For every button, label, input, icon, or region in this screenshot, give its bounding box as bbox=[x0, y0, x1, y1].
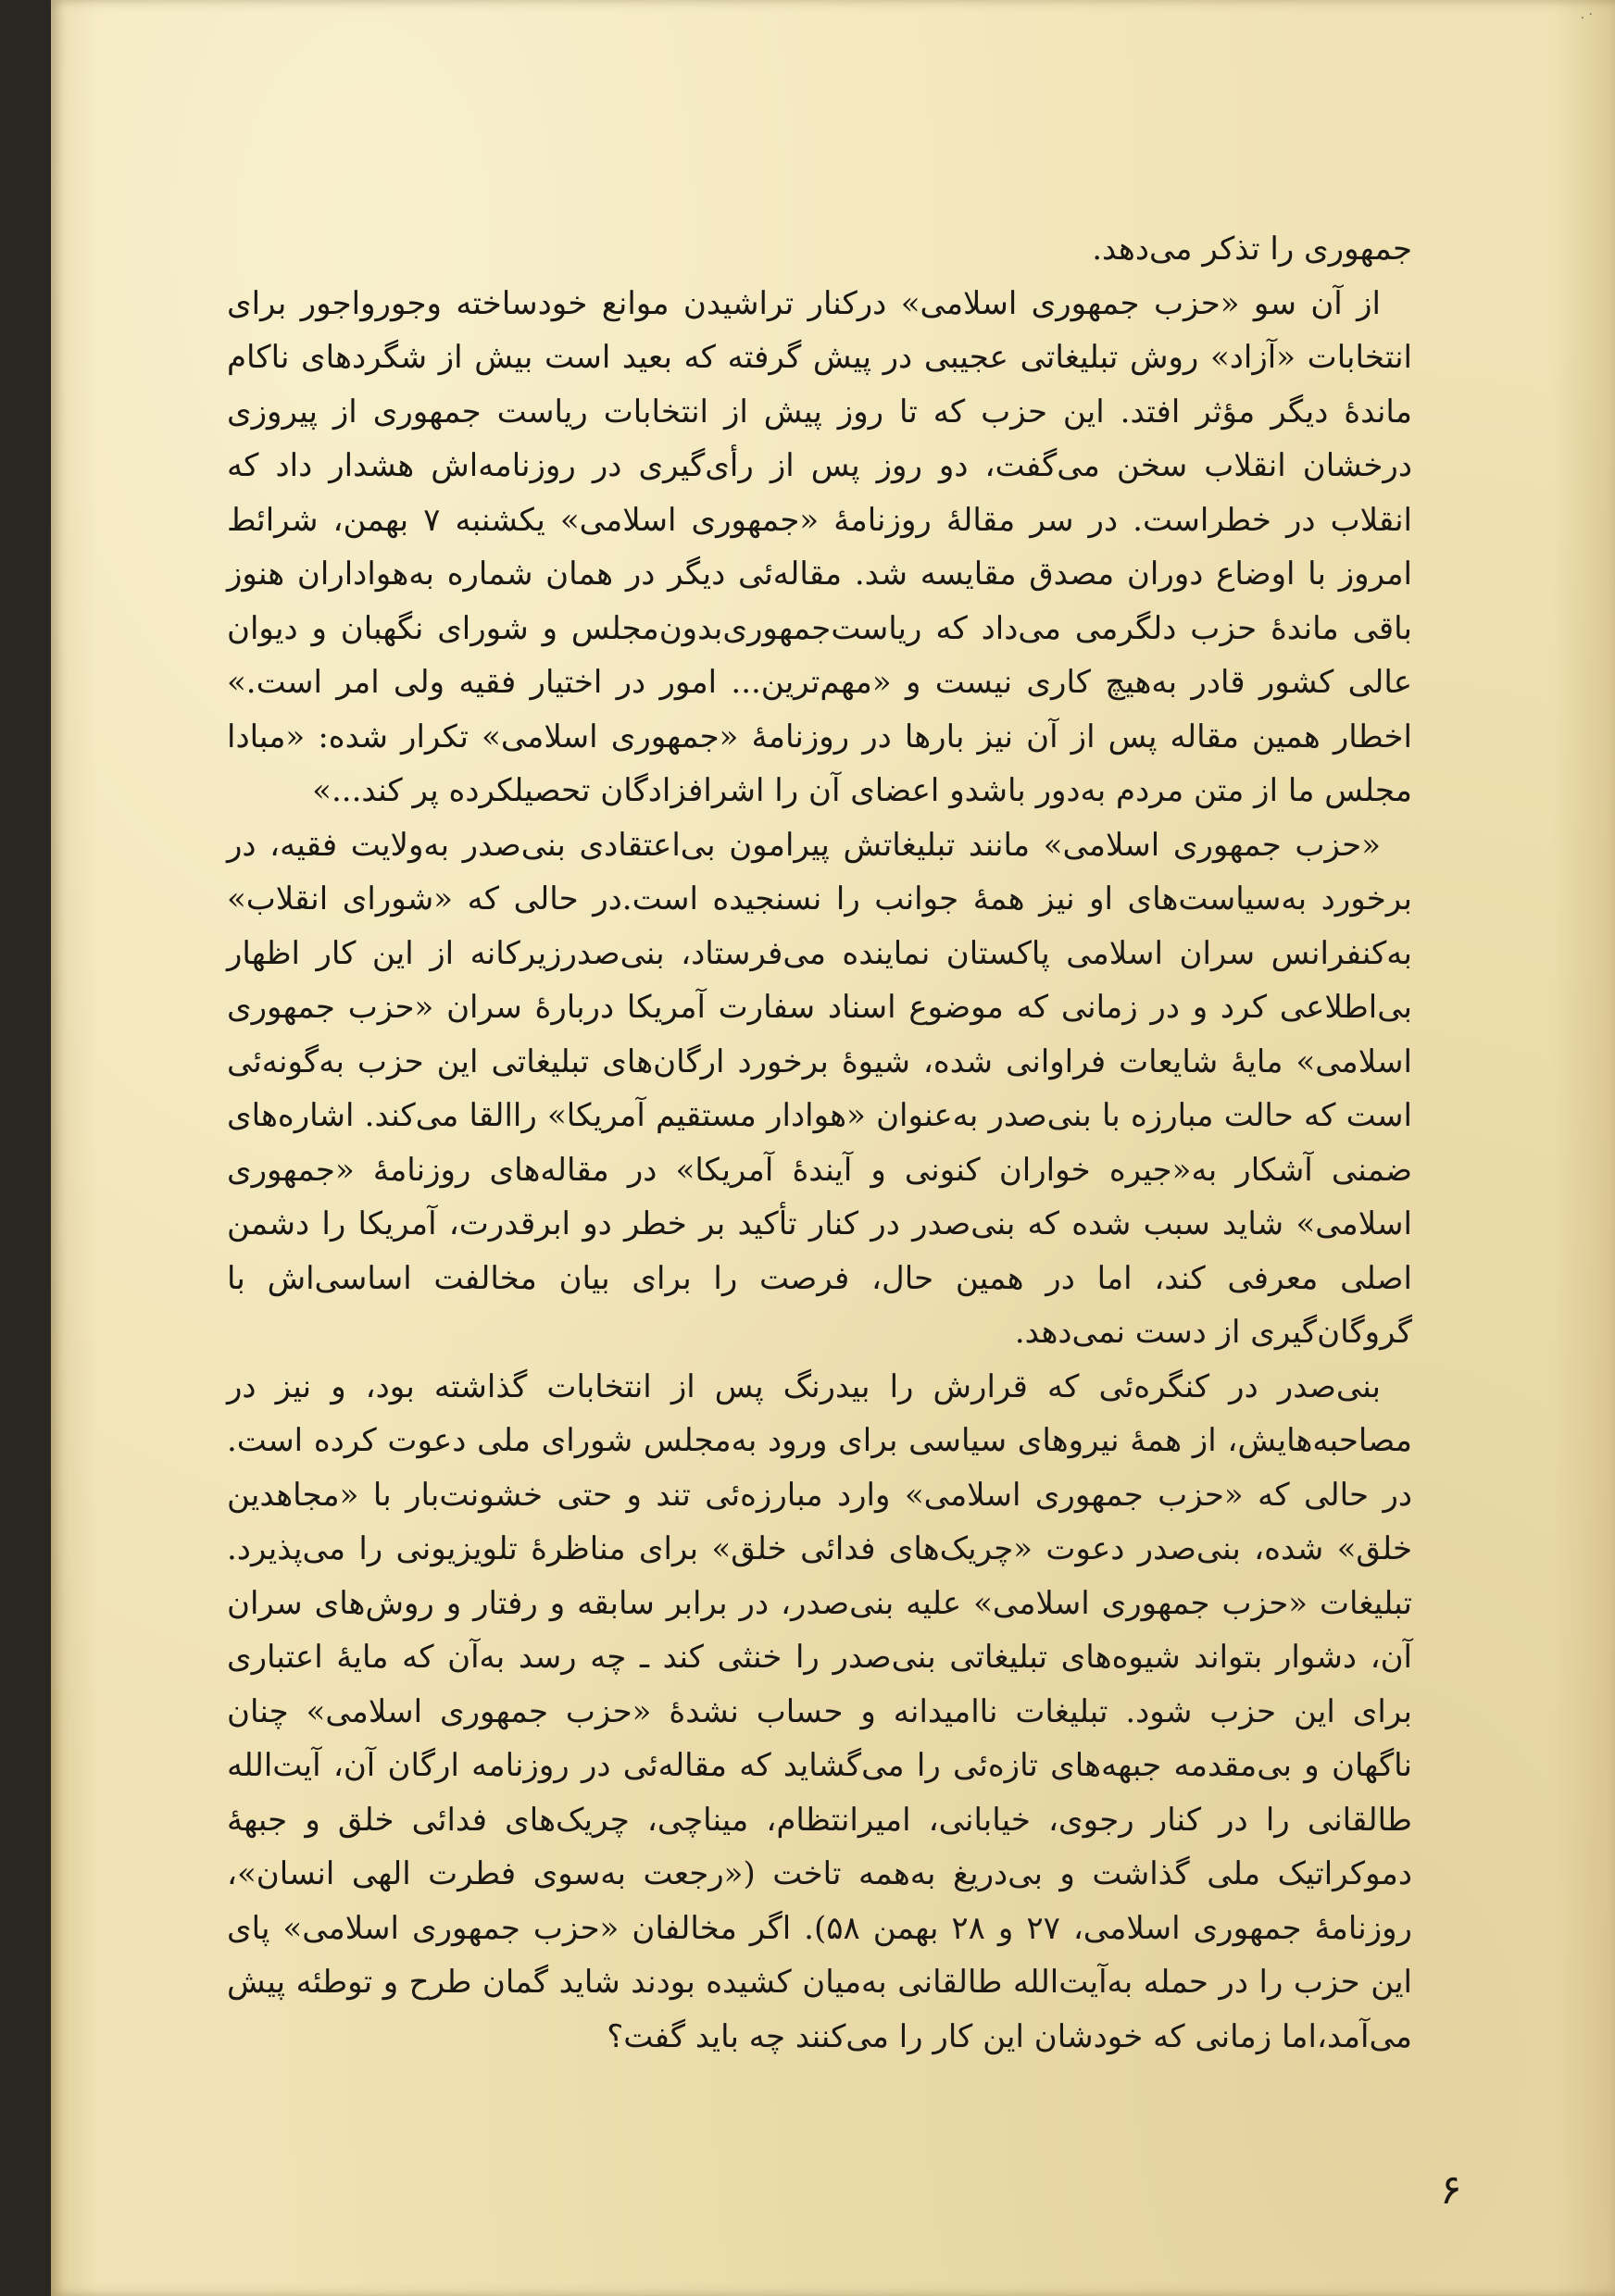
paragraph-3: «حزب جمهوری اسلامی» مانند تبلیغاتش پیرامون بی‌اعتقادی بنی‌صدر به‌ولایت فقیه، در برخورد به‌سیاست‌های او نیز همهٔ جوانب را نسنجیده است.در حالی که «شورای انقلاب» به‌کنفرانس سران اسلامی پاکستان نماینده می‌فرستاد، بنی‌صدرزیرکانه از این کار اظهار بی‌اطلاعی کرد و در زمانی که موضوع اسناد سفارت آمریکا دربارهٔ سران «حزب جمهوری اسلامی» مایهٔ شایعات فراوانی شده، شیوهٔ برخورد ارگان‌های تبلیغاتی این حزب به‌گونه‌ئی است که حالت مبارزه با بنی‌صدر به‌عنوان «هوادار مستقیم آمریکا» راالقا می‌کند. اشاره‌های ضمنی آشکار به«جیره خواران کنونی و آیندهٔ آمریکا» در مقاله‌های روزنامهٔ «جمهوری اسلامی» شاید سبب شده که بنی‌صدر در کنار تأکید بر خطر دو ابرقدرت، آمریکا را دشمن اصلی معرفی کند، اما در همین حال، فرصت را برای بیان مخالفت اساسی‌اش با گروگان‌گیری از دست نمی‌دهد. bbox=[227, 826, 1412, 1351]
paragraph-2: از آن سو «حزب جمهوری اسلامی» درکنار تراشیدن موانع خودساخته وجورواجور برای انتخابات «آزاد» روش تبلیغاتی عجیبی در پیش گرفته که بعید است بیش از شگردهای ناکام ماندهٔ دیگر مؤثر افتد. این حزب که تا روز پیش از انتخابات ریاست جمهوری از پیروزی درخشان انقلاب سخن می‌گفت، دو روز پس از رأی‌گیری در روزنامه‌اش هشدار داد که انقلاب در خطراست. در سر مقالهٔ روزنامهٔ «جمهوری اسلامی» یکشنبه ۷ بهمن، شرائط امروز با اوضاع دوران مصدق مقایسه شد. مقاله‌ئی دیگر در همان شماره به‌هواداران هنوز باقی ماندهٔ حزب دلگرمی می‌داد که ریاست‌جمهوری‌بدون‌مجلس و شورای نگهبان و دیوان عالی کشور قادر به‌هیچ کاری نیست و «مهم‌ترین... امور در اختیار فقیه ولی امر است.» اخطار همین مقاله پس از آن نیز بارها در روزنامهٔ «جمهوری اسلامی» تکرار شده: «مبادا مجلس ما از متن مردم به‌دور باشدو اعضای آن را اشرافزادگان تحصیلکرده پر کند...» bbox=[227, 284, 1412, 809]
corner-mark: . · bbox=[1580, 7, 1593, 22]
scanned-page bbox=[51, 0, 1615, 2296]
paragraph-4: بنی‌صدر در کنگره‌ئی که قرارش را بیدرنگ پس از انتخابات گذاشته بود، و نیز در مصاحبه‌هایش، از همهٔ نیروهای سیاسی برای ورود به‌مجلس شورای ملی دعوت کرده است. در حالی که «حزب جمهوری اسلامی» وارد مبارزه‌ئی تند و حتی خشونت‌بار با «مجاهدین خلق» شده، بنی‌صدر دعوت «چریک‌های فدائی خلق» برای مناظرهٔ تلویزیونی را می‌پذیرد. تبلیغات «حزب جمهوری اسلامی» علیه بنی‌صدر، در برابر سابقه و رفتار و روش‌های سران آن، دشوار بتواند شیوه‌های تبلیغاتی بنی‌صدر را خنثی کند ـ چه رسد به‌آن که مایهٔ اعتباری برای این حزب شود. تبلیغات ناامیدانه و حساب نشدهٔ «حزب جمهوری اسلامی» چنان ناگهان و بی‌مقدمه جبهه‌های تازه‌ئی را می‌گشاید که مقاله‌ئی در روزنامه ارگان آن، آیت‌الله طالقانی را در کنار رجوی، خیابانی، امیرانتظام، میناچی، چریک‌های فدائی خلق و جبههٔ دموکراتیک ملی گذاشت و بی‌دریغ به‌همه تاخت («رجعت به‌سوی فطرت الهی انسان»، روزنامهٔ جمهوری اسلامی، ۲۷ و ۲۸ بهمن ۵۸). اگر مخالفان «حزب جمهوری اسلامی» پای این حزب را در حمله به‌آیت‌الله طالقانی به‌میان کشیده بودند شاید گمان طرح و توطئه پیش می‌آمد،اما زمانی که خودشان این کار را می‌کنند چه باید گفت؟ bbox=[227, 1367, 1412, 2055]
body-text bbox=[227, 222, 1412, 2064]
page-number: ۶ bbox=[1440, 2166, 1462, 2214]
paragraph-1: جمهوری را تذکر می‌دهد. bbox=[1092, 231, 1412, 268]
